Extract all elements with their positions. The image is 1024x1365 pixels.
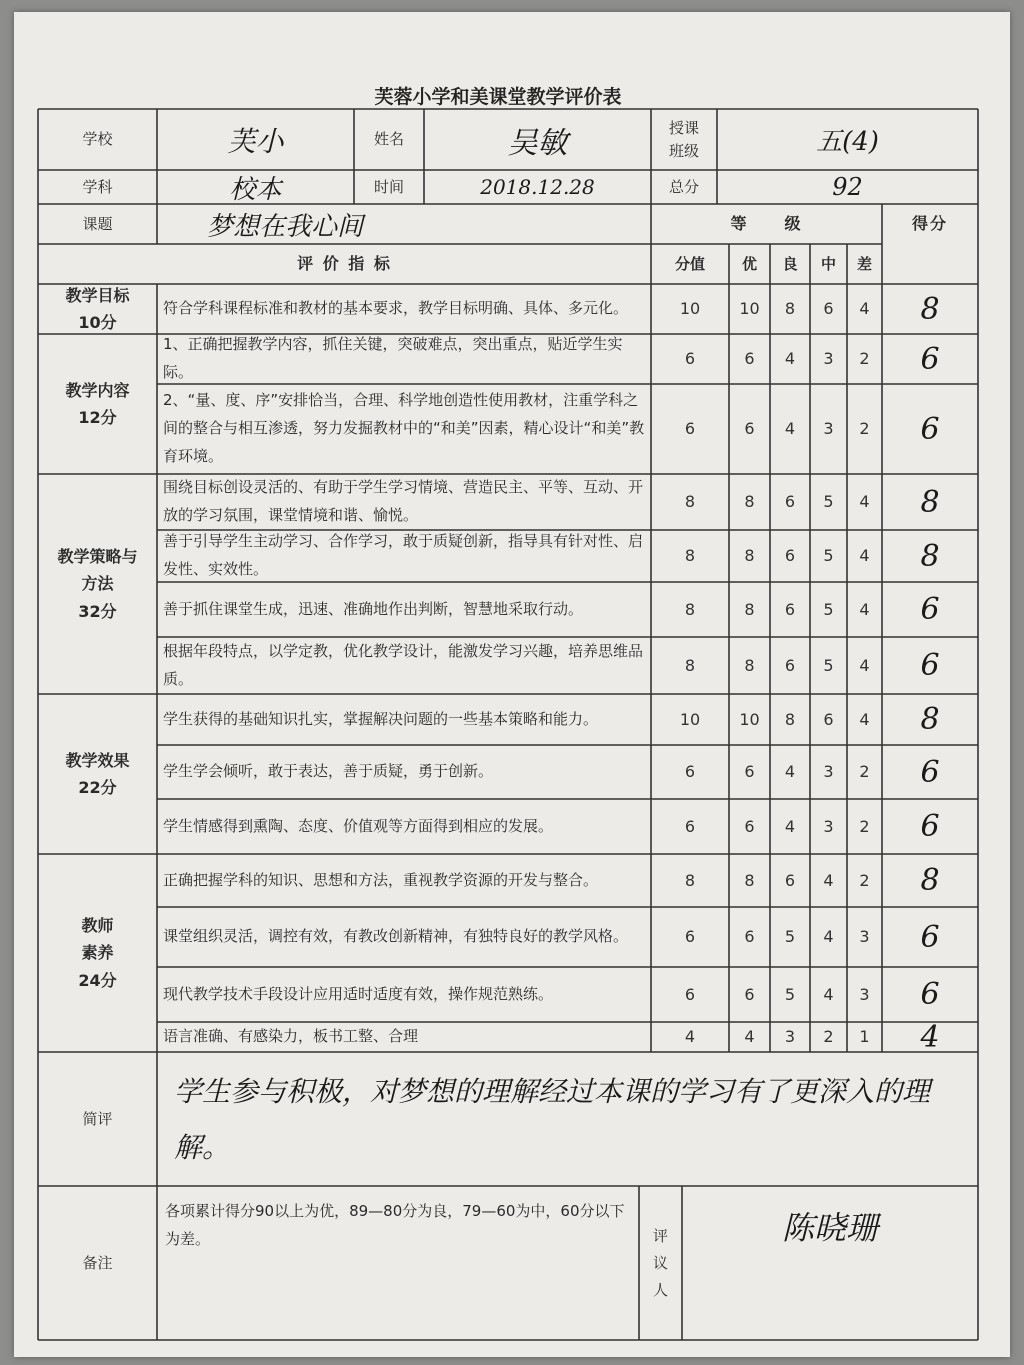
category-teaching-goal: 教学目标 10分 xyxy=(65,285,130,332)
subject-value: 校本 xyxy=(229,174,282,205)
reviewer-label: 评 议 人 xyxy=(652,1226,668,1299)
value-points: 8 xyxy=(684,655,696,675)
value-poor: 4 xyxy=(859,299,870,319)
value-poor: 4 xyxy=(859,655,870,675)
criterion-text: 语言准确、有感染力，板书工整、合理 xyxy=(163,1027,419,1046)
evaluation-form-sheet xyxy=(14,12,1010,1357)
value-excellent: 6 xyxy=(744,419,755,439)
value-medium: 4 xyxy=(823,870,834,890)
criterion-text: 现代教学技术手段设计应用适时适度有效，操作规范熟练。 xyxy=(163,984,554,1003)
value-good: 6 xyxy=(784,492,796,512)
class-label: 授课 班级 xyxy=(668,119,699,160)
school-value: 芙小 xyxy=(227,124,284,158)
indicator-header: 评 价 指 标 xyxy=(297,254,392,274)
value-excellent: 6 xyxy=(744,927,755,947)
handwritten-score: 6 xyxy=(920,411,940,447)
score-header: 得分 xyxy=(911,214,948,234)
value-points: 10 xyxy=(679,709,701,729)
handwritten-score: 6 xyxy=(920,648,940,683)
criterion-text: 根据年段特点，以学定教，优化教学设计，能激发学习兴趣，培养思维品质。 xyxy=(163,641,644,688)
value-good: 5 xyxy=(784,984,796,1004)
value-good: 6 xyxy=(784,655,796,675)
time-label: 时间 xyxy=(373,177,404,196)
handwritten-score: 6 xyxy=(920,754,940,790)
value-points: 6 xyxy=(684,984,696,1004)
handwritten-score: 8 xyxy=(920,863,940,898)
value-medium: 5 xyxy=(823,492,834,512)
value-medium: 6 xyxy=(823,299,834,319)
col-points: 分值 xyxy=(674,254,705,273)
handwritten-score: 6 xyxy=(920,341,940,377)
topic-label: 课题 xyxy=(82,214,113,233)
criterion-text: 善于引导学生主动学习、合作学习，敢于质疑创新，指导具有针对性、启发性、实效性。 xyxy=(163,532,644,578)
handwritten-score: 6 xyxy=(920,919,940,955)
value-medium: 4 xyxy=(823,984,834,1004)
col-good: 良 xyxy=(782,254,798,273)
value-good: 8 xyxy=(784,709,796,729)
value-good: 6 xyxy=(784,546,796,566)
value-good: 6 xyxy=(784,599,796,619)
school-label: 学校 xyxy=(82,130,113,149)
value-excellent: 8 xyxy=(744,546,755,566)
value-points: 8 xyxy=(684,870,696,890)
value-medium: 5 xyxy=(823,546,834,566)
value-excellent: 6 xyxy=(744,984,755,1004)
handwritten-score: 6 xyxy=(920,809,940,844)
value-excellent: 4 xyxy=(744,1027,755,1047)
criterion-text: 学生情感得到熏陶、态度、价值观等方面得到相应的发展。 xyxy=(163,816,554,835)
total-label: 总分 xyxy=(668,177,699,196)
criterion-text: 课堂组织灵活，调控有效，有教改创新精神，有独特良好的教学风格。 xyxy=(163,927,629,946)
note-label: 备注 xyxy=(82,1253,113,1272)
value-poor: 2 xyxy=(859,349,870,369)
value-poor: 4 xyxy=(859,599,870,619)
subject-label: 学科 xyxy=(82,177,113,196)
value-good: 4 xyxy=(784,349,796,369)
handwritten-score: 8 xyxy=(920,538,940,574)
category-teaching-effect: 教学效果 22分 xyxy=(65,750,130,797)
note-text: 各项累计得分90以上为优，89—80分为良，79—60为中，60分以下为差。 xyxy=(165,1202,625,1248)
value-poor: 2 xyxy=(859,419,870,439)
value-good: 4 xyxy=(784,419,796,439)
criterion-text: 围绕目标创设灵活的、有助于学生学习情境、营造民主、平等、互动、开放的学习氛围，课堂情境和谐、愉悦。 xyxy=(163,478,644,524)
criterion-text: 学生学会倾听，敢于表达，善于质疑，勇于创新。 xyxy=(163,762,494,781)
col-excellent: 优 xyxy=(741,254,757,273)
criterion-text: 2、“量、度、序”安排恰当，合理、科学地创造性使用教材，注重学科之间的整合与相互渗透，努力发掘教材中的“和美”因素，精心设计“和美”教育环境。 xyxy=(163,391,645,465)
col-medium: 中 xyxy=(820,254,836,273)
value-excellent: 10 xyxy=(739,709,760,729)
criterion-text: 学生获得的基础知识扎实，掌握解决问题的一些基本策略和能力。 xyxy=(163,709,599,728)
class-value: 五(4) xyxy=(816,127,879,157)
value-poor: 4 xyxy=(859,492,870,512)
value-medium: 3 xyxy=(823,816,834,836)
col-poor: 差 xyxy=(856,254,872,273)
value-poor: 1 xyxy=(859,1027,870,1047)
value-excellent: 8 xyxy=(744,599,755,619)
value-medium: 3 xyxy=(823,349,834,369)
value-excellent: 10 xyxy=(739,299,760,319)
topic-value: 梦想在我心间 xyxy=(207,211,364,242)
value-medium: 5 xyxy=(823,655,834,675)
value-points: 6 xyxy=(684,816,696,836)
category-teaching-content: 教学内容 12分 xyxy=(65,380,130,427)
value-poor: 4 xyxy=(859,546,870,566)
value-points: 8 xyxy=(684,599,696,619)
category-teaching-strategy: 教学策略与 方法 32分 xyxy=(57,547,138,621)
comment-text: 学生参与积极，对梦想的理解经过本课的学习有了更深入的理解。 xyxy=(174,1075,931,1164)
value-points: 6 xyxy=(684,349,696,369)
handwritten-score: 4 xyxy=(920,1019,940,1055)
value-excellent: 6 xyxy=(744,816,755,836)
category-teacher-quality: 教师 素养 24分 xyxy=(78,916,117,990)
value-medium: 4 xyxy=(823,927,834,947)
value-excellent: 8 xyxy=(744,870,755,890)
value-medium: 2 xyxy=(823,1027,834,1047)
handwritten-score: 8 xyxy=(920,291,940,327)
grade-header: 等 级 xyxy=(730,214,803,234)
value-poor: 4 xyxy=(859,709,870,729)
criterion-text: 正确把握学科的知识、思想和方法，重视教学资源的开发与整合。 xyxy=(163,870,599,889)
time-value: 2018.12.28 xyxy=(480,175,595,199)
value-excellent: 8 xyxy=(744,492,755,512)
handwritten-score: 6 xyxy=(920,592,940,627)
value-poor: 3 xyxy=(859,984,870,1004)
value-medium: 3 xyxy=(823,762,834,782)
comment-label: 简评 xyxy=(82,1109,113,1128)
handwritten-score: 8 xyxy=(920,702,940,737)
handwritten-score: 6 xyxy=(920,977,940,1012)
value-medium: 5 xyxy=(823,599,834,619)
total-value: 92 xyxy=(832,173,863,201)
value-points: 6 xyxy=(684,419,696,439)
value-points: 6 xyxy=(684,762,696,782)
value-medium: 3 xyxy=(823,419,834,439)
value-medium: 6 xyxy=(823,709,834,729)
value-points: 8 xyxy=(684,492,696,512)
value-points: 8 xyxy=(684,546,696,566)
value-good: 3 xyxy=(784,1027,796,1047)
criterion-text: 符合学科课程标准和教材的基本要求，教学目标明确、具体、多元化。 xyxy=(163,299,629,318)
criterion-text: 善于抓住课堂生成，迅速、准确地作出判断，智慧地采取行动。 xyxy=(163,599,584,618)
name-label: 姓名 xyxy=(373,130,404,149)
value-poor: 3 xyxy=(859,927,870,947)
value-points: 10 xyxy=(679,299,701,319)
value-poor: 2 xyxy=(859,762,870,782)
value-good: 6 xyxy=(784,870,796,890)
handwritten-score: 8 xyxy=(920,484,940,520)
value-excellent: 6 xyxy=(744,349,755,369)
criterion-text: 1、正确把握教学内容，抓住关键，突破难点，突出重点，贴近学生实际。 xyxy=(163,335,623,381)
value-poor: 2 xyxy=(859,816,870,836)
reviewer-signature: 陈晓珊 xyxy=(781,1209,878,1247)
value-excellent: 8 xyxy=(744,655,755,675)
value-good: 5 xyxy=(784,927,796,947)
value-good: 4 xyxy=(784,762,796,782)
form-title: 芙蓉小学和美课堂教学评价表 xyxy=(374,86,622,108)
name-value: 吴敏 xyxy=(507,125,568,161)
value-points: 4 xyxy=(684,1027,696,1047)
value-excellent: 6 xyxy=(744,762,755,782)
value-poor: 2 xyxy=(859,870,870,890)
value-good: 8 xyxy=(784,299,796,319)
value-points: 6 xyxy=(684,927,696,947)
value-good: 4 xyxy=(784,816,796,836)
